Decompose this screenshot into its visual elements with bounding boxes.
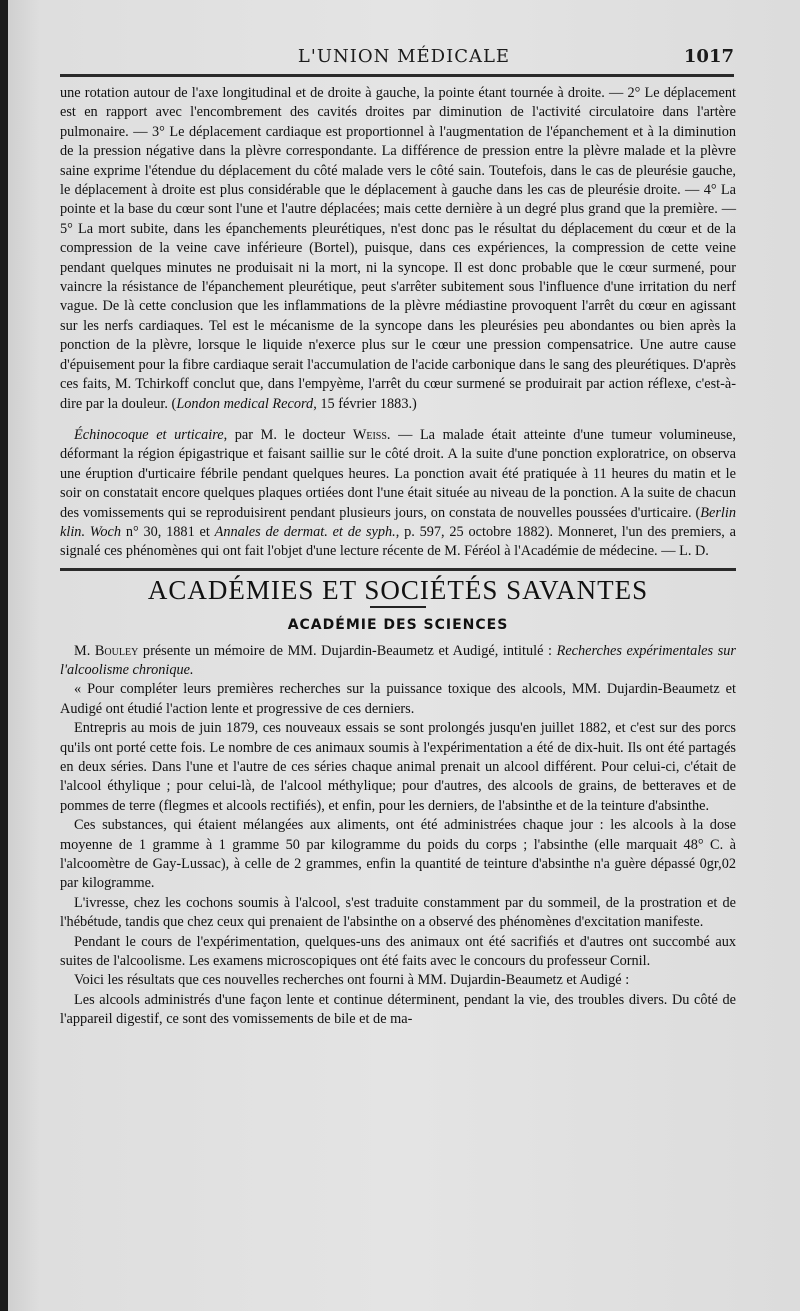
citation-berlin-tail: n° 30, 1881 et (121, 523, 215, 540)
paragraph: Voici les résultats que ces nouvelles recherches ont fourni à MM. Dujardin-Beaumetz et Audigé : (74, 972, 630, 989)
subsection-title: ACADÉMIE DES SCIENCES (287, 617, 509, 634)
note-byline: , par M. le docteur (223, 426, 353, 443)
header-rule (60, 74, 734, 77)
paragraph-tchirkoff (60, 84, 736, 414)
journal-title: L'UNION MÉDICALE (297, 46, 511, 67)
title-underline (370, 606, 426, 608)
scanned-page (8, 0, 800, 1311)
bouley-lead: M. (74, 642, 95, 659)
citation-date: , 15 février 1883.) (313, 395, 417, 412)
citation-journal: London medical Record (176, 395, 314, 412)
paragraph: Ces substances, qui étaient mélangées aux aliments, ont été administrées chaque jour : les alcools à la dose moyenne de 1 gramme à 1 gramme 50 par kilogramme du poids du corps ; l'absinthe (elle marquait 48° C. à l'alcoomètre de Gay-Lussac), à celle de 2 grammes, enfin la quantité de teinture d'absinthe n'a guère dépassé 0gr,02 par kilogramme. (60, 817, 736, 892)
section-title: ACADÉMIES ET SOCIÉTÉS SAVANTES (147, 574, 649, 605)
memoir-title: Recherches expérimentales sur l'alcoolisme chronique. (60, 642, 736, 678)
note-conclusion: , p. 597, 25 octobre 1882). Monneret, l'un des premiers, a signalé ces phénomènes qui ont fait l'objet d'une lecture récente de M. Féréol à l'Académie de médecine. — L. D. (60, 523, 736, 560)
bouley-mid: présente un mémoire de MM. Dujardin-Beaumetz et Audigé, intitulé : (138, 642, 557, 659)
paragraph-bouley (60, 642, 736, 681)
citation-berlin: Berlin klin. Woch (60, 504, 736, 540)
section-rule (60, 568, 736, 571)
note-author: Weiss (352, 426, 387, 443)
paragraph: Pendant le cours de l'expérimentation, quelques-uns des animaux ont été sacrifiés et d'autres ont succombé aux suites de l'alcoolisme. Les examens microscopiques ont été faits avec le concours du professeur Cornil. (60, 933, 736, 970)
paragraph: « Pour compléter leurs premières recherches sur la puissance toxique des alcools, MM. Dujardin-Beaumetz et Audigé ont étudié l'action lente et progressive de ces derniers. (60, 681, 736, 717)
paragraph: L'ivresse, chez les cochons soumis à l'alcool, s'est traduite constamment par du sommeil, de la prostration et de l'hébétude, tandis que chez ceux qui prenaient de l'absinthe on a observé des phénomènes d'excitation manifeste. (60, 894, 736, 931)
running-header (8, 42, 800, 72)
citation-annales: Annales de dermat. et de syph. (214, 523, 396, 540)
note-text: . — La malade était atteinte d'une tumeur volumineuse, déformant la région épigastrique et faisant saillie sur le côté droit. A la suite d'une ponction exploratrice, on observa une éruption d'urticaire fébrile pendant quelques heures. La ponction avait été pratiquée à 11 heures du matin et le soir on constatait encore quelques plaques ortiées dont l'une était située au niveau de la ponction. A la suite de chacun des vomissements qui se reproduisirent pendant plusieurs jours, on constata de nouvelles poussées d'urticaire. ( (60, 426, 736, 521)
paragraph: Entrepris au mois de juin 1879, ces nouveaux essais se sont prolongés jusqu'en juillet 1882, et c'est sur des porcs qu'ils ont porté cette fois. Le nombre de ces animaux soumis à l'expérimentation a été de dix-huit. Ils ont été partagés en deux séries. Dans l'une et l'autre de ces séries chaque animal prenait un alcool différent. Pour celui-ci, c'était de l'alcool éthylique ; pour celui-là, de l'alcool méthylique; pour d'autres, des alcools de grains, de betteraves et de pommes de terre (flegmes et alcools rectifiés), et enfin, pour les derniers, de l'absinthe et de la teinture d'absinthe. (60, 720, 736, 814)
article-body (60, 84, 736, 1030)
paragraph-echinocoque (60, 426, 736, 562)
note-title: Échinocoque et urticaire (74, 426, 224, 443)
paragraph-text: une rotation autour de l'axe longitudinal et de droite à gauche, la pointe étant tournée à droite. — 2° Le déplacement est en rapport avec l'encombrement des cavités droites par diminution de l'activité circulatoire dans l'artère pulmonaire. — 3° Le déplacement cardiaque est proportionnel à l'augmentation de l'épanchement et à la diminution de la pression négative dans la plèvre correspondante. La différence de pression entre la plèvre malade et la plèvre saine exprime l'étendue du déplacement du côté malade vers le côté sain. Toutefois, dans le cas de pleurésie gauche, le déplacement à droite est plus considérable que le déplacement à gauche dans les cas de pleurésie droite. — 4° La pointe et la base du cœur sont l'une et l'autre déplacées; mais cette dernière à un degré plus grand que la première. — 5° La mort subite, dans les épanchements pleurétiques, n'est donc pas le résultat du déplacement du cœur et de la compression de la veine cave inférieure (Bortel), puisque, dans ces expériences, la compression de cette veine pendant quelques minutes ne produisait ni la mort, ni la syncope. Il est donc probable que le cœur surmené, pour vaincre la résistance de l'épanchement pleurétique, peut s'arrêter subitement sous l'influence d'une irritation du nerf vague. De là cette conclusion que les inflammations de la plèvre médiastine provoquent l'arrêt du cœur en agissant sur les nerfs cardiaques. Tel est le mécanisme de la syncope dans les pleurésies peu abondantes ou bien après la ponction de la plèvre, lorsque le liquide n'exerce plus sur le cœur une pression compensatrice. Une autre cause d'épuisement pour la fibre cardiaque serait l'accumulation de l'acide carbonique dans le sang des pleurétiques. D'après ces faits, M. Tchirkoff conclut que, dans l'empyème, l'arrêt du cœur surmené se produirait par action réflexe, c'est-à-dire par la douleur. ( (60, 85, 736, 412)
page-number: 1017 (683, 46, 734, 67)
presenter-name: Bouley (94, 642, 139, 659)
paragraph: Les alcools administrés d'une façon lente et continue déterminent, pendant la vie, des troubles divers. Du côté de l'appareil digestif, ce sont des vomissements de bile et de ma- (60, 991, 736, 1028)
